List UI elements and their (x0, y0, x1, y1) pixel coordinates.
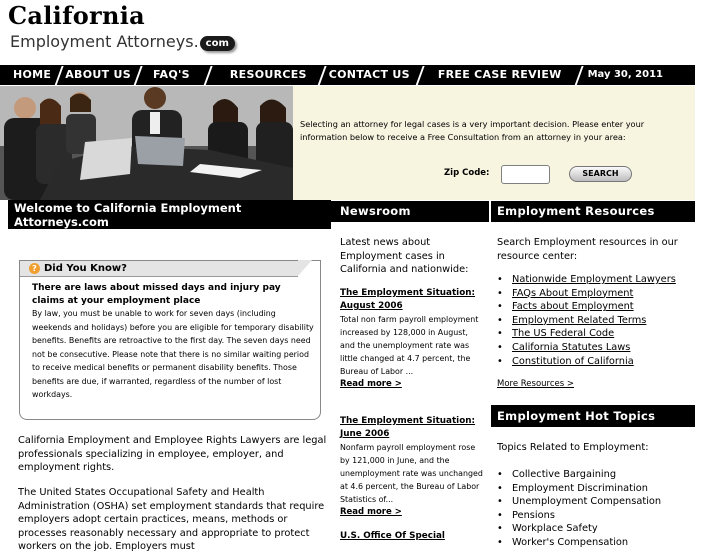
list-item[interactable]: • Collective Bargaining (497, 468, 661, 482)
nav-separator (134, 65, 144, 85)
read-more-link[interactable]: Read more > (340, 379, 402, 389)
free-consultation-panel (293, 86, 695, 200)
site-logo-subtitle[interactable] (10, 32, 235, 52)
list-item[interactable]: • Unemployment Compensation (497, 495, 661, 509)
list-item (497, 314, 676, 328)
list-item[interactable]: • Workplace Safety (497, 522, 661, 536)
resources-heading: Employment Resources (491, 201, 695, 222)
nav-faqs[interactable]: FAQ'S (153, 68, 190, 81)
resource-link-terms[interactable]: Employment Related Terms (512, 314, 647, 326)
newsroom-heading: Newsroom (331, 201, 489, 222)
intro-paragraph: California Employment and Employee Rights Lawyers are legal professionals specializing in employee, employer, and employment rights. (18, 435, 327, 473)
list-item[interactable]: • Worker's Compensation (497, 536, 661, 550)
hot-topics-list (497, 468, 661, 550)
nav-separator (55, 65, 65, 85)
resource-link-faqs[interactable]: FAQs About Employment (512, 287, 634, 299)
did-you-know-lead: There are laws about missed days and injury pay claims at your employment place (32, 283, 281, 306)
list-item (497, 287, 676, 301)
news-title-link[interactable]: The Employment Situation: August 2006 (340, 288, 476, 311)
nav-separator (318, 65, 328, 85)
news-title-link[interactable]: U.S. Office Of Special (340, 531, 445, 541)
resource-link-nationwide-lawyers[interactable]: Nationwide Employment Lawyers (512, 274, 676, 285)
list-item[interactable]: • Employment Discrimination (497, 482, 661, 496)
welcome-heading: Welcome to California Employment Attorneys.com (8, 200, 331, 229)
nav-contact-us[interactable]: CONTACT US (328, 68, 410, 81)
business-team-photo (0, 86, 293, 200)
resources-intro: Search Employment resources in our resource center: (497, 237, 678, 262)
resources-list (497, 273, 676, 368)
list-item (497, 327, 676, 341)
resource-link-ca-constitution[interactable]: Constitution of California (512, 355, 634, 367)
resource-link-ca-statutes[interactable]: California Statutes Laws (512, 341, 631, 353)
newsroom-intro: Latest news about Employment cases in California and nationwide: (340, 237, 469, 275)
more-resources-link[interactable]: More Resources > (497, 379, 575, 389)
nav-about-us[interactable]: ABOUT US (65, 68, 131, 81)
hot-topics-intro: Topics Related to Employment: (497, 442, 649, 453)
nav-resources[interactable]: RESOURCES (229, 68, 307, 81)
search-button[interactable]: SEARCH (569, 166, 632, 182)
zip-code-label: Zip Code: (444, 168, 490, 178)
list-item (497, 300, 676, 314)
news-item (340, 287, 485, 391)
osha-paragraph: The United States Occupational Safety and Health Administration (OSHA) set employment standards that require employers adopt certain practices, means, methods or processes reasonably necessary and appropriate to protect workers on the job. Employers must (18, 487, 325, 552)
resource-link-federal-code[interactable]: The US Federal Code (512, 328, 615, 340)
nav-separator (575, 65, 585, 85)
news-title-link[interactable]: The Employment Situation: June 2006 (340, 416, 476, 439)
site-logo-title[interactable]: California (8, 1, 145, 30)
nav-separator (204, 65, 214, 85)
nav-home[interactable]: HOME (13, 68, 52, 81)
current-date: May 30, 2011 (587, 69, 663, 80)
list-item (497, 273, 676, 287)
question-icon: ? (29, 263, 40, 274)
list-item (497, 355, 676, 369)
news-summary: Total non farm payroll employment increased by 128,000 in August, and the unemployment rate was little changed at 4.7 percent, the Bureau of Labor ... (340, 315, 479, 376)
zip-code-input[interactable] (501, 165, 550, 184)
logo-com-badge: com (200, 36, 235, 51)
news-item (340, 530, 485, 543)
hot-topics-heading: Employment Hot Topics (491, 405, 695, 427)
did-you-know-body: By law, you must be unable to work for seven days (including weekends and holidays) before you are eligible for temporary disability benefits. Benefits are retroactive to the first day. The seven days need not be consecutive. Please note that there is no similar waiting period to receive medical benefits or permanent disability benefits. Those benefits are due, if warranted, regardless of the number of lost workdays. (32, 309, 314, 399)
nav-separator (416, 65, 426, 85)
consultation-text: Selecting an attorney for legal cases is a very important decision. Please enter your information below to receive a Free Consultation from an attorney in your area: (300, 119, 645, 142)
team-illustration (0, 86, 293, 200)
did-you-know-header (20, 261, 298, 277)
list-item[interactable]: • Pensions (497, 509, 661, 523)
did-you-know-title: Did You Know? (44, 263, 127, 274)
list-item (497, 341, 676, 355)
nav-free-case-review[interactable]: FREE CASE REVIEW (437, 68, 562, 81)
news-item (340, 415, 485, 519)
resource-link-facts[interactable]: Facts about Employment (512, 301, 634, 313)
did-you-know-box (19, 260, 321, 420)
logo-subtitle-text: Employment Attorneys. (10, 32, 199, 51)
main-nav (0, 65, 695, 85)
read-more-link[interactable]: Read more > (340, 507, 402, 517)
news-summary: Nonfarm payroll employment rose by 121,000 in June, and the unemployment rate was unchanged at 4.6 percent, the Bureau of Labor Statistics of... (340, 443, 483, 504)
